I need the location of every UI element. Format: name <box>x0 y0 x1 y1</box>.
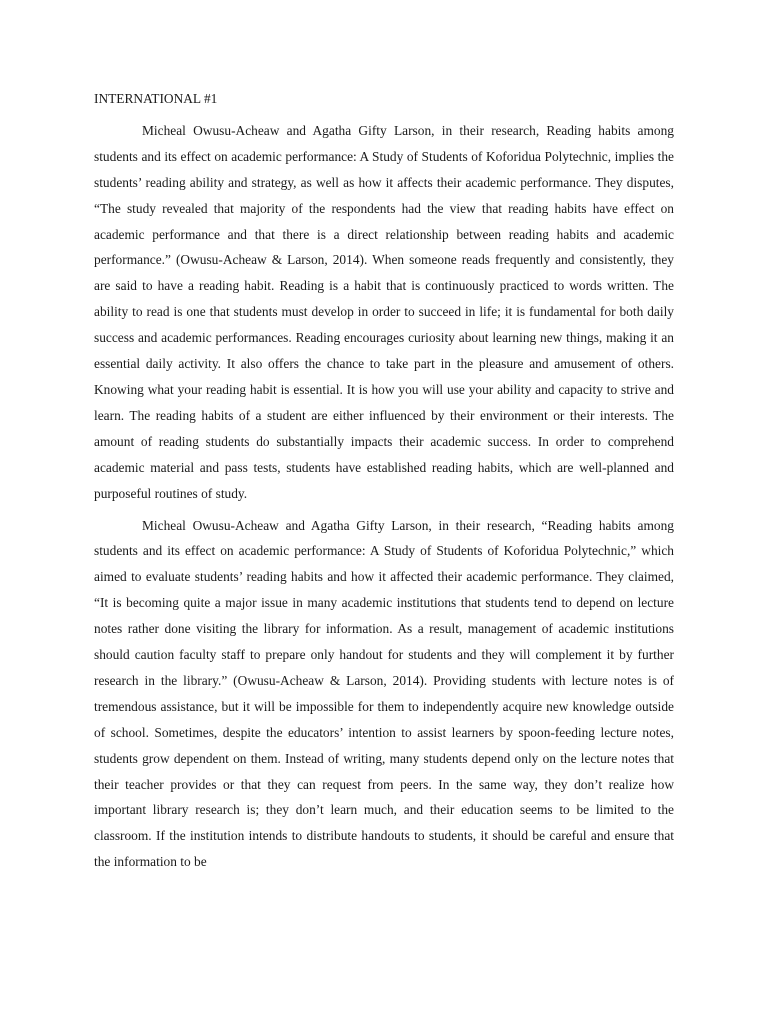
document-body <box>94 86 674 881</box>
paragraph-2: Micheal Owusu-Acheaw and Agatha Gifty Larson, in their research, “Reading habits among students and its effect on academic performance: A Study of Students of Koforidua Polytechnic,” which aimed to evaluate students’ reading habits and how it affected their academic performance. They claimed, “It is becoming quite a major issue in many academic institutions that students tend to depend on lecture notes rather done visiting the library for information. As a result, management of academic institutions should caution faculty staff to prepare only handout for students and they will complement it by further research in the library.” (Owusu-Acheaw & Larson, 2014). Providing students with lecture notes is of tremendous assistance, but it will be impossible for them to independently acquire new knowledge outside of school. Sometimes, despite the educators’ intention to assist learners by spoon-feeding lecture notes, students grow dependent on them. Instead of writing, many students depend only on the lecture notes that their teacher provides or that they can request from peers. In the same way, they don’t realize how important library research is; they don’t learn much, and their education seems to be limited to the classroom. If the institution intends to distribute handouts to students, it should be careful and ensure that the information to be <box>94 517 674 870</box>
paragraph-1: Micheal Owusu-Acheaw and Agatha Gifty Larson, in their research, Reading habits among students and its effect on academic performance: A Study of Students of Koforidua Polytechnic, implies the students’ reading ability and strategy, as well as how it affects their academic performance. They disputes, “The study revealed that majority of the respondents had the view that reading habits have effect on academic performance and that there is a direct relationship between reading habits and academic performance.” (Owusu-Acheaw & Larson, 2014). When someone reads frequently and consistently, they are said to have a reading habit. Reading is a habit that is continuously practiced to words written. The ability to read is one that students must develop in order to succeed in life; it is fundamental for both daily success and academic performances. Reading encourages curiosity about learning new things, making it an essential daily activity. It also offers the chance to take part in the pleasure and amusement of others. Knowing what your reading habit is essential. It is how you will use your ability and capacity to strive and learn. The reading habits of a student are either influenced by their environment or their interests. The amount of reading students do substantially impacts their academic success. In order to comprehend academic material and pass tests, students have established reading habits, which are well-planned and purposeful routines of study. <box>94 122 674 501</box>
document-heading: INTERNATIONAL #1 <box>94 91 218 106</box>
